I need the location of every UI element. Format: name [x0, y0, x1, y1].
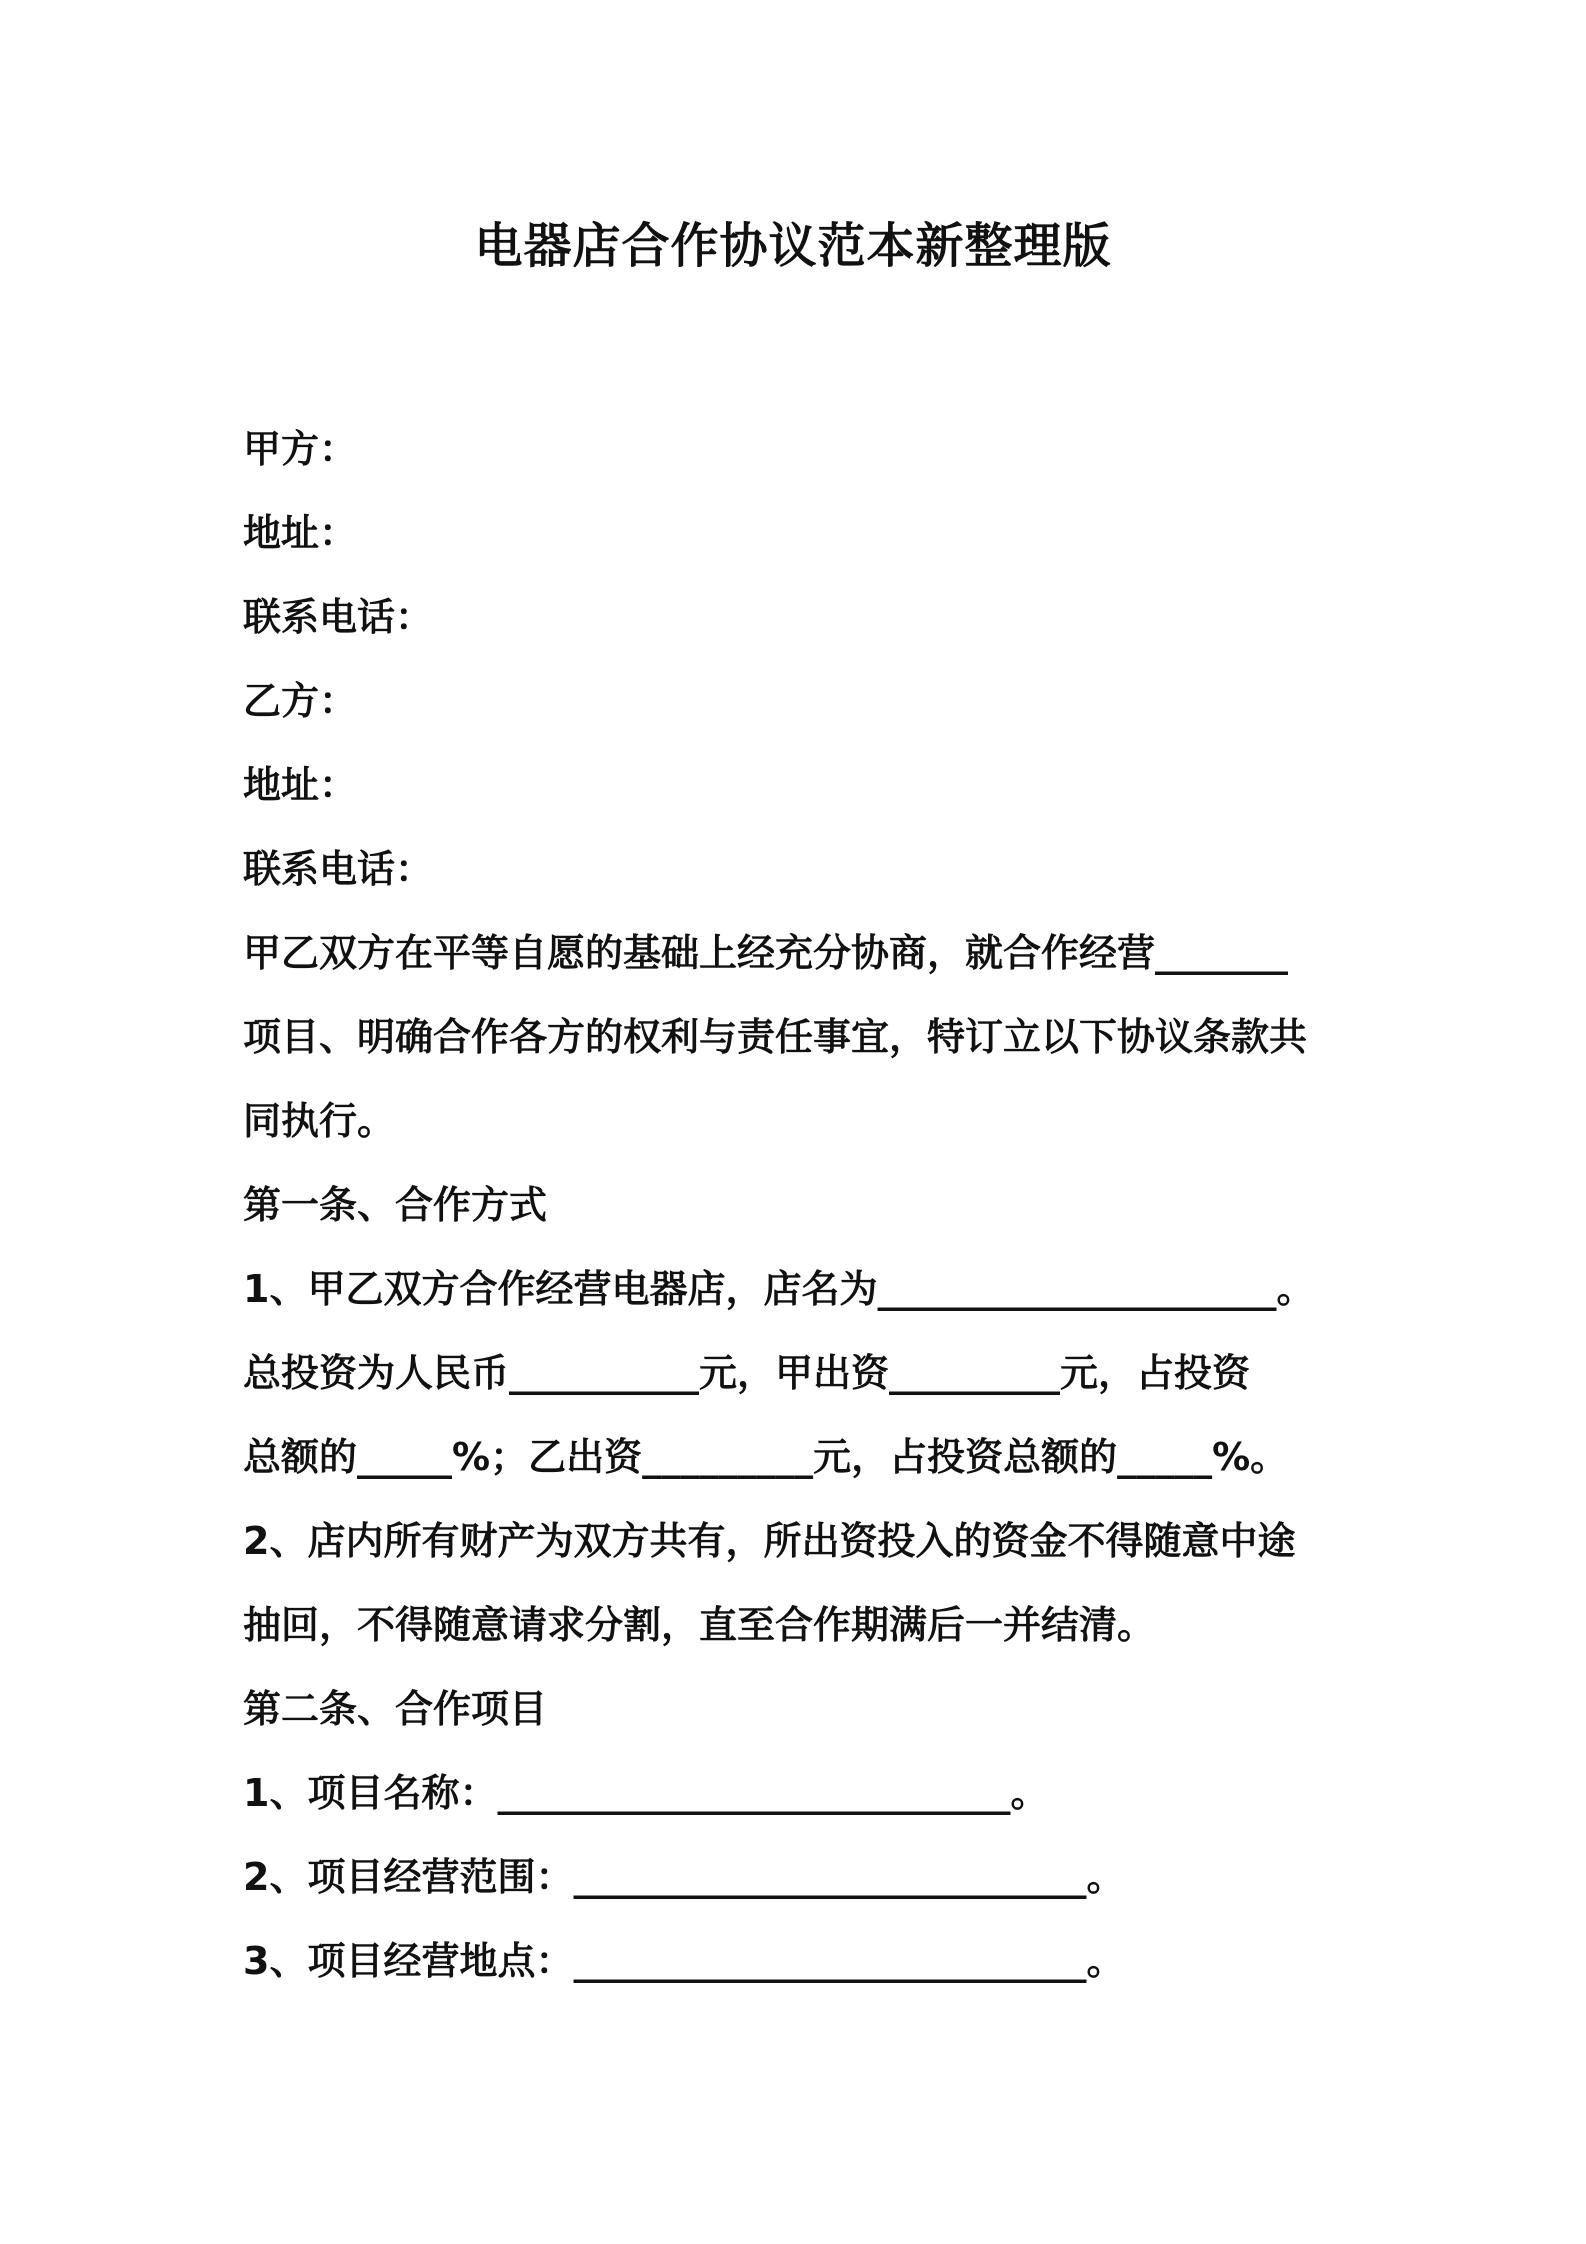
- party-a-label: 甲方：: [243, 427, 358, 471]
- party-a-address-label: 地址：: [243, 511, 358, 555]
- article2-line: 1、项目名称：___________________________。: [243, 1771, 1049, 1815]
- party-b-label: 乙方：: [243, 679, 358, 723]
- article1-line: 总投资为人民币__________元，甲出资_________元，占投资: [243, 1351, 1251, 1395]
- article1-line: 抽回，不得随意请求分割，直至合作期满后一并结清。: [243, 1603, 1156, 1647]
- party-a-phone-label: 联系电话：: [243, 595, 434, 639]
- preamble-line: 项目、明确合作各方的权利与责任事宜，特订立以下协议条款共: [243, 1015, 1308, 1059]
- article1-line: 总额的_____%；乙出资_________元，占投资总额的_____%。: [243, 1435, 1289, 1479]
- party-b-phone-label: 联系电话：: [243, 847, 434, 891]
- article2-line: 3、项目经营地点：___________________________。: [243, 1939, 1125, 1983]
- article1-heading: 第一条、合作方式: [243, 1183, 548, 1227]
- document-body: [243, 407, 1383, 2003]
- preamble-line: 甲乙双方在平等自愿的基础上经充分协商，就合作经营_______: [243, 931, 1289, 975]
- document-title: 电器店合作协议范本新整理版: [474, 218, 1112, 274]
- article1-line: 2、店内所有财产为双方共有，所出资投入的资金不得随意中途: [243, 1519, 1296, 1563]
- article1-line: 1、甲乙双方合作经营电器店，店名为_____________________。: [243, 1267, 1315, 1311]
- preamble-line: 同执行。: [243, 1099, 396, 1143]
- article2-line: 2、项目经营范围：___________________________。: [243, 1855, 1125, 1899]
- article2-heading: 第二条、合作项目: [243, 1687, 548, 1731]
- party-b-address-label: 地址：: [243, 763, 358, 807]
